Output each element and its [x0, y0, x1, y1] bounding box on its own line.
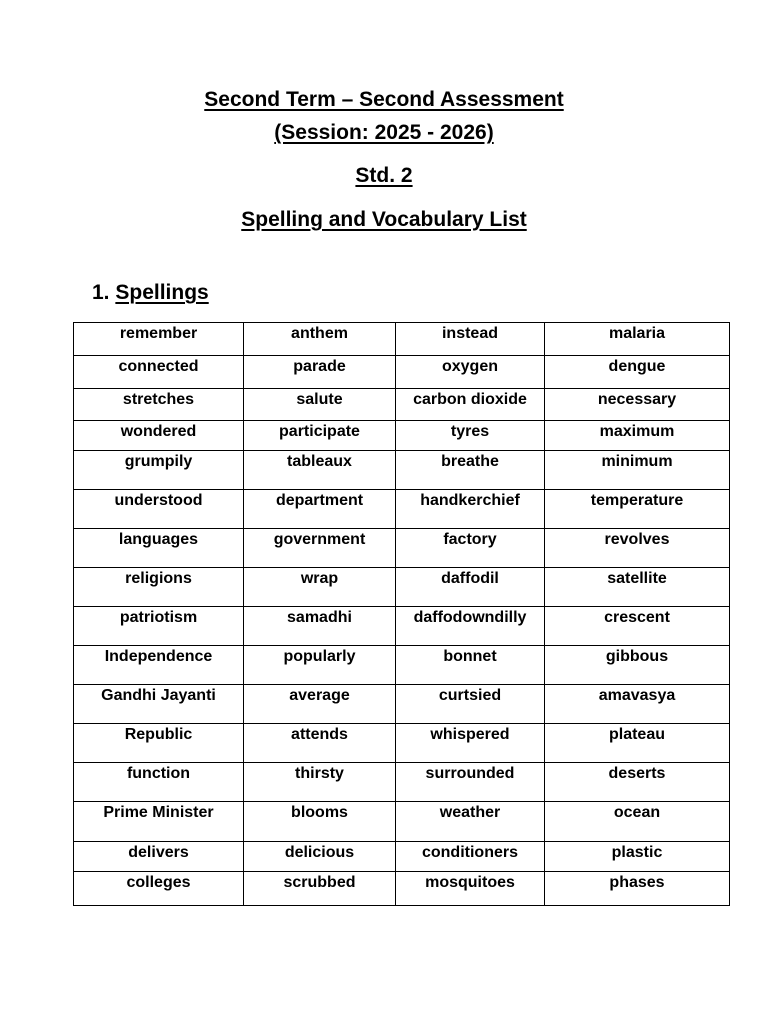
- table-cell: carbon dioxide: [396, 389, 545, 421]
- session-heading: [0, 120, 768, 146]
- table-cell: ocean: [545, 802, 730, 842]
- table-cell: oxygen: [396, 356, 545, 389]
- table-cell: participate: [244, 421, 396, 451]
- table-row: [74, 763, 730, 802]
- table-cell: average: [244, 685, 396, 724]
- table-cell: daffodowndilly: [396, 607, 545, 646]
- table-cell: surrounded: [396, 763, 545, 802]
- table-row: [74, 568, 730, 607]
- document-title-text: Second Term – Second Assessment: [204, 88, 564, 111]
- document-title: [0, 87, 768, 113]
- table-cell: breathe: [396, 451, 545, 490]
- section-label: Spellings: [115, 281, 209, 304]
- table-cell: handkerchief: [396, 490, 545, 529]
- spellings-table: [73, 322, 730, 906]
- table-cell: weather: [396, 802, 545, 842]
- table-cell: factory: [396, 529, 545, 568]
- table-row: [74, 421, 730, 451]
- table-row: [74, 607, 730, 646]
- table-cell: tableaux: [244, 451, 396, 490]
- table-cell: gibbous: [545, 646, 730, 685]
- table-cell: stretches: [74, 389, 244, 421]
- table-cell: thirsty: [244, 763, 396, 802]
- session-text: (Session: 2025 - 2026): [274, 121, 494, 144]
- table-cell: colleges: [74, 872, 244, 906]
- table-cell: connected: [74, 356, 244, 389]
- table-cell: parade: [244, 356, 396, 389]
- section-number: 1.: [92, 281, 110, 304]
- table-cell: instead: [396, 323, 545, 356]
- list-heading: [0, 207, 768, 233]
- table-cell: curtsied: [396, 685, 545, 724]
- table-cell: Gandhi Jayanti: [74, 685, 244, 724]
- table-cell: plastic: [545, 842, 730, 872]
- table-cell: anthem: [244, 323, 396, 356]
- table-row: [74, 389, 730, 421]
- table-cell: patriotism: [74, 607, 244, 646]
- table-cell: delivers: [74, 842, 244, 872]
- table-cell: Republic: [74, 724, 244, 763]
- table-cell: revolves: [545, 529, 730, 568]
- table-row: [74, 685, 730, 724]
- table-cell: government: [244, 529, 396, 568]
- table-cell: crescent: [545, 607, 730, 646]
- table-cell: temperature: [545, 490, 730, 529]
- standard-text: Std. 2: [355, 164, 413, 187]
- table-cell: delicious: [244, 842, 396, 872]
- table-cell: attends: [244, 724, 396, 763]
- table-cell: mosquitoes: [396, 872, 545, 906]
- table-cell: popularly: [244, 646, 396, 685]
- table-cell: understood: [74, 490, 244, 529]
- table-cell: conditioners: [396, 842, 545, 872]
- table-row: [74, 842, 730, 872]
- table-row: [74, 872, 730, 906]
- table-cell: samadhi: [244, 607, 396, 646]
- table-cell: tyres: [396, 421, 545, 451]
- table-cell: salute: [244, 389, 396, 421]
- table-cell: languages: [74, 529, 244, 568]
- table-row: [74, 323, 730, 356]
- table-row: [74, 451, 730, 490]
- table-cell: blooms: [244, 802, 396, 842]
- table-cell: department: [244, 490, 396, 529]
- table-cell: scrubbed: [244, 872, 396, 906]
- table-row: [74, 724, 730, 763]
- table-cell: malaria: [545, 323, 730, 356]
- list-title-text: Spelling and Vocabulary List: [241, 208, 527, 231]
- table-row: [74, 356, 730, 389]
- table-cell: grumpily: [74, 451, 244, 490]
- table-cell: daffodil: [396, 568, 545, 607]
- table-cell: religions: [74, 568, 244, 607]
- table-cell: Independence: [74, 646, 244, 685]
- table-row: [74, 490, 730, 529]
- table-cell: phases: [545, 872, 730, 906]
- standard-heading: [0, 163, 768, 189]
- table-row: [74, 529, 730, 568]
- table-cell: function: [74, 763, 244, 802]
- table-cell: remember: [74, 323, 244, 356]
- table-cell: amavasya: [545, 685, 730, 724]
- table-cell: satellite: [545, 568, 730, 607]
- table-cell: maximum: [545, 421, 730, 451]
- section-heading-spellings: [92, 280, 209, 306]
- table-cell: Prime Minister: [74, 802, 244, 842]
- table-cell: wrap: [244, 568, 396, 607]
- spellings-table-body: [74, 323, 730, 906]
- table-cell: minimum: [545, 451, 730, 490]
- table-row: [74, 646, 730, 685]
- table-cell: dengue: [545, 356, 730, 389]
- table-cell: whispered: [396, 724, 545, 763]
- table-cell: bonnet: [396, 646, 545, 685]
- table-cell: deserts: [545, 763, 730, 802]
- table-cell: wondered: [74, 421, 244, 451]
- table-cell: necessary: [545, 389, 730, 421]
- table-row: [74, 802, 730, 842]
- table-cell: plateau: [545, 724, 730, 763]
